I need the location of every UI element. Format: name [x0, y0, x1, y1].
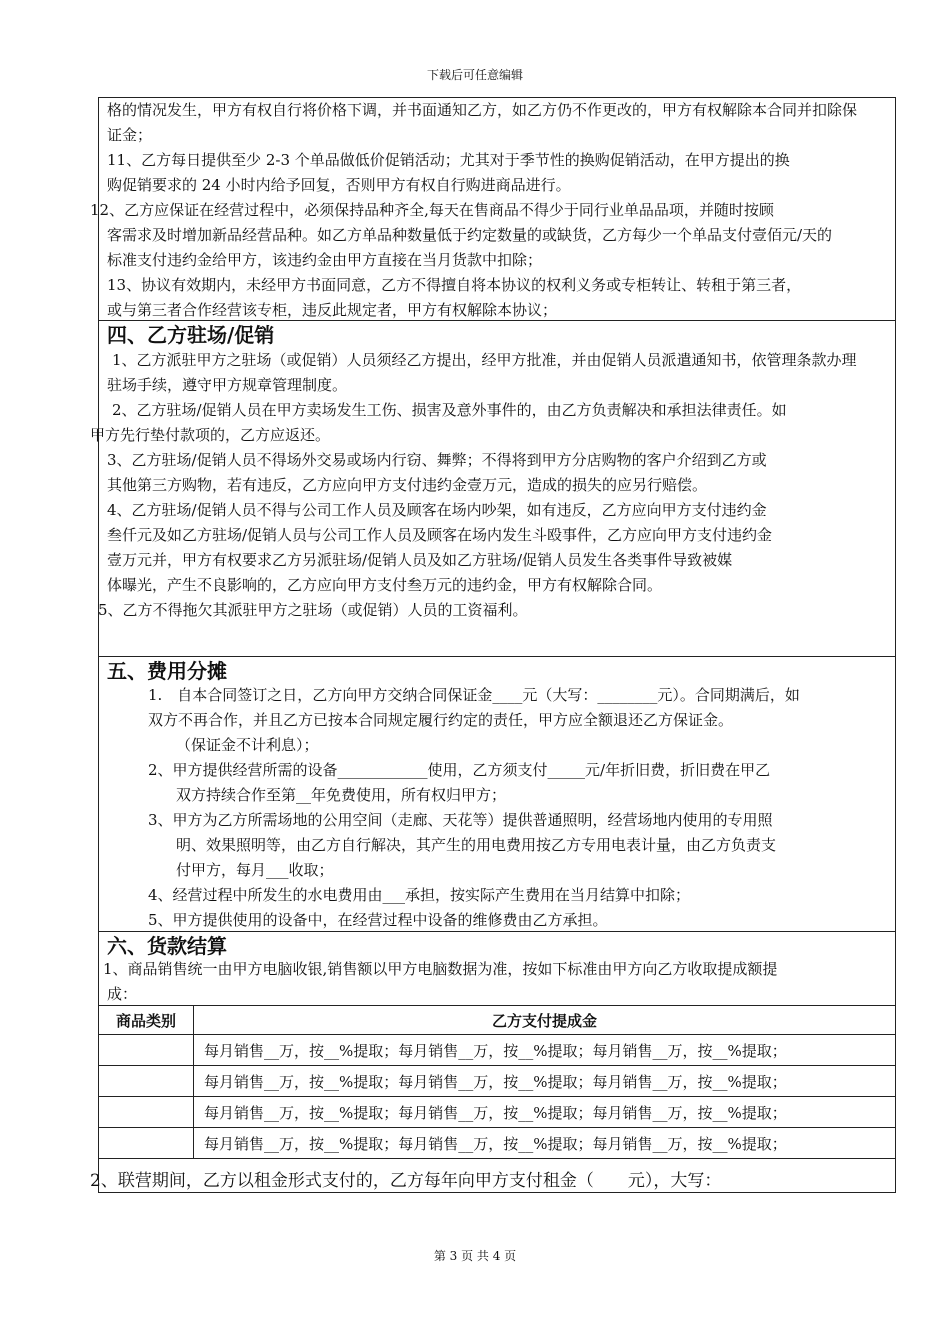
section-title: 五、费用分摊	[107, 659, 227, 683]
clause-line: 3、甲方为乙方所需场地的公用空间（走廊、天花等）提供普通照明，经营场地内使用的专用照	[148, 811, 773, 829]
clause-line: 成：	[107, 985, 138, 1003]
clause-line: 4、乙方驻场/促销人员不得与公司工作人员及顾客在场内吵架，如有违反，乙方应向甲方支付违约金	[107, 501, 767, 519]
clause-line: 4、经营过程中所发生的水电费用由___承担，按实际产生费用在当月结算中扣除；	[148, 886, 691, 904]
clause-line: 付甲方，每月___收取；	[176, 861, 334, 879]
category-cell	[99, 1066, 194, 1097]
clause-line: 1、乙方派驻甲方之驻场（或促销）人员须经乙方提出，经甲方批准，并由促销人员派遣通知书，依管理条款办理	[112, 351, 857, 369]
clause-line: 体曝光，产生不良影响的，乙方应向甲方支付叁万元的违约金，甲方有权解除合同。	[107, 576, 663, 594]
divider	[98, 931, 896, 932]
clause-line: 壹万元并，甲方有权要求乙方另派驻场/促销人员及如乙方驻场/促销人员发生各类事件导致被媒	[107, 551, 733, 569]
clause-line: 12、乙方应保证在经营过程中，必须保持品种齐全,每天在售商品不得少于同行业单品品项，并随时按顾	[90, 201, 774, 219]
clause-line: 客需求及时增加新品经营品种。如乙方单品种数量低于约定数量的或缺货，乙方每少一个单品支付壹佰元/天的	[107, 226, 833, 244]
clause-line: 明、效果照明等，由乙方自行解决，其产生的用电费用按乙方专用电表计量，由乙方负责支	[176, 836, 777, 854]
clause-line: 5、乙方不得拖欠其派驻甲方之驻场（或促销）人员的工资福利。	[98, 601, 528, 619]
table-row	[99, 1097, 896, 1128]
clause-line: 双方不再合作，并且乙方已按本合同规定履行约定的责任，甲方应全额退还乙方保证金。	[148, 711, 734, 729]
page-header: 下载后可任意编辑	[426, 68, 523, 82]
table-row	[99, 1066, 896, 1097]
clause-line: 其他第三方购物，若有违反，乙方应向甲方支付违约金壹万元，造成的损失的应另行赔偿。	[107, 476, 708, 494]
commission-cell: 每月销售__万，按__%提取；每月销售__万，按__%提取；每月销售__万，按__%提取；	[194, 1097, 896, 1128]
clause-line: 11、乙方每日提供至少 2-3 个单品做低价促销活动；尤其对于季节性的换购促销活动，在甲方提出的换	[107, 151, 790, 169]
clause-line: 3、乙方驻场/促销人员不得场外交易或场内行窃、舞弊；不得将到甲方分店购物的客户介绍到乙方或	[107, 451, 767, 469]
category-cell	[99, 1097, 194, 1128]
clause-line: （保证金不计利息）；	[176, 736, 319, 754]
commission-table	[98, 1005, 896, 1159]
page-footer: 第 3 页 共 4 页	[433, 1249, 517, 1263]
table-row	[99, 1128, 896, 1159]
clause-line: 叁仟元及如乙方驻场/促销人员与公司工作人员及顾客在场内发生斗殴事件，乙方应向甲方支付违约金	[107, 526, 773, 544]
table-row	[99, 1035, 896, 1066]
clause-line: 1. 自本合同签订之日，乙方向甲方交纳合同保证金____元（大写：________元）。合同期满后，如	[148, 686, 800, 704]
clause-line: 甲方先行垫付款项的，乙方应返还。	[90, 426, 331, 444]
clause-line: 2、甲方提供经营所需的设备____________使用，乙方须支付_____元/年折旧费，折旧费在甲乙	[148, 761, 771, 779]
clause-line: 2、乙方驻场/促销人员在甲方卖场发生工伤、损害及意外事件的，由乙方负责解决和承担法律责任。如	[112, 401, 787, 419]
commission-cell: 每月销售__万，按__%提取；每月销售__万，按__%提取；每月销售__万，按__%提取；	[194, 1128, 896, 1159]
commission-cell: 每月销售__万，按__%提取；每月销售__万，按__%提取；每月销售__万，按__%提取；	[194, 1035, 896, 1066]
clause-line: 双方持续合作至第__年免费使用，所有权归甲方；	[176, 786, 507, 804]
clause-line: 驻场手续，遵守甲方规章管理制度。	[107, 376, 348, 394]
clause-line: 购促销要求的 24 小时内给予回复，否则甲方有权自行购进商品进行。	[107, 176, 571, 194]
category-cell	[99, 1128, 194, 1159]
section-title: 四、乙方驻场/促销	[107, 323, 275, 347]
rent-clause: 2、联营期间，乙方以租金形式支付的，乙方每年向甲方支付租金（ 元），大写：	[90, 1171, 722, 1191]
clause-line: 5、甲方提供使用的设备中，在经营过程中设备的维修费由乙方承担。	[148, 911, 608, 929]
clause-line: 格的情况发生，甲方有权自行将价格下调，并书面通知乙方，如乙方仍不作更改的，甲方有权解除本合同并扣除保	[107, 101, 858, 119]
column-header: 乙方支付提成金	[194, 1006, 896, 1035]
clause-line: 或与第三者合作经营该专柜，违反此规定者，甲方有权解除本协议；	[107, 301, 558, 319]
clause-line: 证金；	[107, 126, 153, 144]
column-header: 商品类别	[99, 1006, 194, 1035]
category-cell	[99, 1035, 194, 1066]
clause-line: 标准支付违约金给甲方，该违约金由甲方直接在当月货款中扣除；	[107, 251, 543, 269]
table-header-row	[99, 1006, 896, 1035]
divider	[98, 656, 896, 657]
section-title: 六、货款结算	[107, 934, 227, 958]
clause-line: 13、协议有效期内，未经甲方书面同意，乙方不得擅自将本协议的权利义务或专柜转让、转租于第三者，	[107, 276, 802, 294]
clause-line: 1、商品销售统一由甲方电脑收银,销售额以甲方电脑数据为准，按如下标准由甲方向乙方收取提成额提	[103, 960, 778, 978]
commission-cell: 每月销售__万，按__%提取；每月销售__万，按__%提取；每月销售__万，按__%提取；	[194, 1066, 896, 1097]
